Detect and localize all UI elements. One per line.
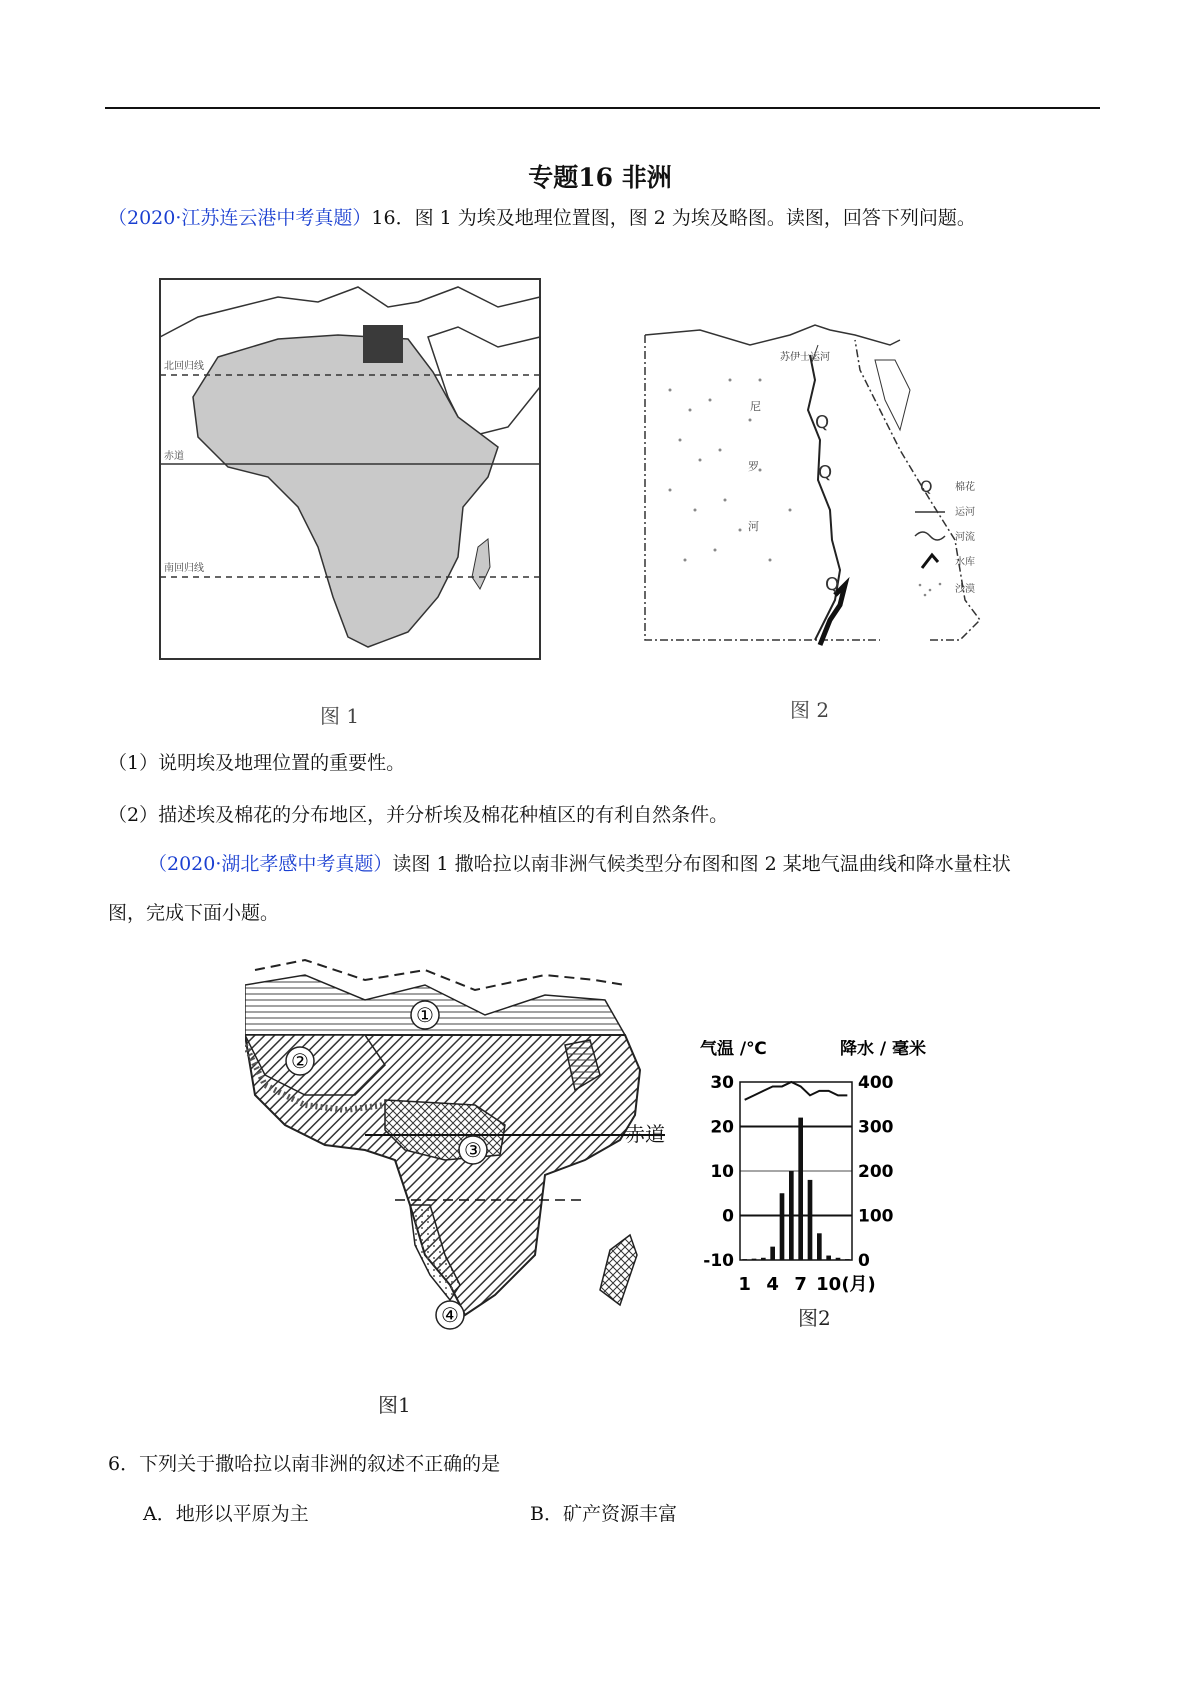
temp-tick-label: 10: [710, 1162, 734, 1182]
precip-bar: [826, 1256, 831, 1260]
marker-4: ④: [441, 1303, 459, 1327]
cotton-icon: Q: [825, 574, 840, 595]
egypt-sketch-map: [640, 300, 1040, 670]
africa-climate-map: [245, 955, 705, 1385]
question-2-intro-cont: 图，完成下面小题。: [108, 902, 280, 924]
option-a[interactable]: A．地形以平原为主: [143, 1503, 309, 1525]
river-char-1: 尼: [750, 400, 761, 413]
temp-tick-label: 0: [722, 1206, 734, 1227]
precip-tick-label: 300: [858, 1117, 894, 1138]
precip-axis-label: 降水 / 毫米: [840, 1040, 927, 1059]
precip-bar: [789, 1171, 794, 1260]
tropic-s-label: 南回归线: [164, 563, 204, 574]
precip-tick-label: 100: [858, 1206, 894, 1227]
marker-3: ③: [464, 1138, 482, 1162]
marker-2: ②: [291, 1049, 309, 1073]
legend-reservoir: 水库: [955, 557, 975, 568]
precip-bar: [836, 1258, 841, 1260]
temp-tick-label: -10: [703, 1251, 734, 1271]
question-2-intro: [148, 849, 1011, 879]
chart-caption: 图2: [798, 1306, 831, 1330]
desert-dots: [669, 379, 792, 562]
equator-label: 赤道: [625, 1122, 665, 1146]
precip-bar: [780, 1193, 785, 1260]
precip-bar: [808, 1180, 813, 1260]
river-char-2: 罗: [748, 460, 759, 473]
precip-tick-label: 0: [858, 1251, 870, 1271]
river-legend-icon: [915, 532, 945, 540]
climate-chart: [700, 1040, 960, 1340]
temp-tick-label: 30: [710, 1073, 734, 1093]
marker-1: ①: [416, 1003, 434, 1027]
desert-legend-icon: [919, 583, 942, 597]
legend-river: 河流: [955, 532, 975, 543]
x-unit-label: (月): [841, 1274, 876, 1295]
sinai-outline: [875, 360, 910, 430]
month-tick-label: 7: [794, 1274, 807, 1295]
precip-bar: [817, 1233, 822, 1260]
header-rule: [105, 107, 1100, 109]
legend-cotton: 棉花: [955, 482, 975, 493]
figure-1-caption: 图 1: [320, 704, 360, 728]
page-title: 专题16 非洲: [528, 163, 672, 192]
tropic-n-label: 北回归线: [164, 361, 204, 372]
figure-2-caption: 图 2: [790, 698, 830, 722]
month-tick-label: 1: [738, 1274, 751, 1295]
precip-bar: [798, 1118, 803, 1260]
temp-tick-label: 20: [710, 1117, 734, 1138]
mediterranean-coast: [645, 325, 900, 345]
precip-bar: [742, 1259, 747, 1260]
month-tick-label: 10: [816, 1274, 842, 1295]
reservoir-legend-icon: [922, 555, 938, 568]
precip-bar: [770, 1247, 775, 1260]
question-16-text: 16．图 1 为埃及地理位置图，图 2 为埃及略图。读图，回答下列问题。: [371, 207, 976, 229]
madagascar: [600, 1235, 637, 1305]
source-link[interactable]: （2020·湖北孝感中考真题）: [148, 853, 393, 875]
precip-tick-label: 400: [858, 1073, 894, 1093]
suez-canal-label: 苏伊士运河: [780, 352, 830, 363]
map-legend: [915, 477, 975, 596]
river-char-3: 河: [748, 520, 759, 533]
legend-desert: 沙漠: [955, 584, 975, 595]
question-6-stem: 6．下列关于撒哈拉以南非洲的叙述不正确的是: [108, 1453, 501, 1475]
option-b[interactable]: B．矿产资源丰富: [530, 1503, 677, 1525]
legend-canal: 运河: [955, 507, 975, 518]
precip-bar: [752, 1259, 757, 1260]
month-tick-label: 4: [766, 1274, 779, 1295]
question-16: [108, 203, 976, 233]
precip-tick-label: 200: [858, 1162, 894, 1182]
question-16-part-1: （1）说明埃及地理位置的重要性。: [108, 752, 406, 774]
cotton-icon: Q: [815, 412, 830, 433]
egypt-highlight: [363, 325, 403, 363]
precip-bar: [845, 1259, 850, 1260]
precip-bar: [761, 1258, 766, 1260]
egypt-location-map: [158, 277, 546, 695]
question-2-text: 读图 1 撒哈拉以南非洲气候类型分布图和图 2 某地气温曲线和降水量柱状: [392, 853, 1011, 875]
equator-label: 赤道: [164, 451, 184, 462]
question-16-part-2: （2）描述埃及棉花的分布地区，并分析埃及棉花种植区的有利自然条件。: [108, 804, 729, 826]
nile-river: [808, 355, 840, 640]
cotton-legend-icon: Q: [920, 477, 933, 496]
temp-axis-label: 气温 /℃: [700, 1040, 767, 1059]
temperature-line: [745, 1082, 848, 1100]
cotton-icon: Q: [818, 462, 833, 483]
climate-map-caption: 图1: [378, 1393, 411, 1417]
source-link[interactable]: （2020·江苏连云港中考真题）: [108, 207, 372, 229]
